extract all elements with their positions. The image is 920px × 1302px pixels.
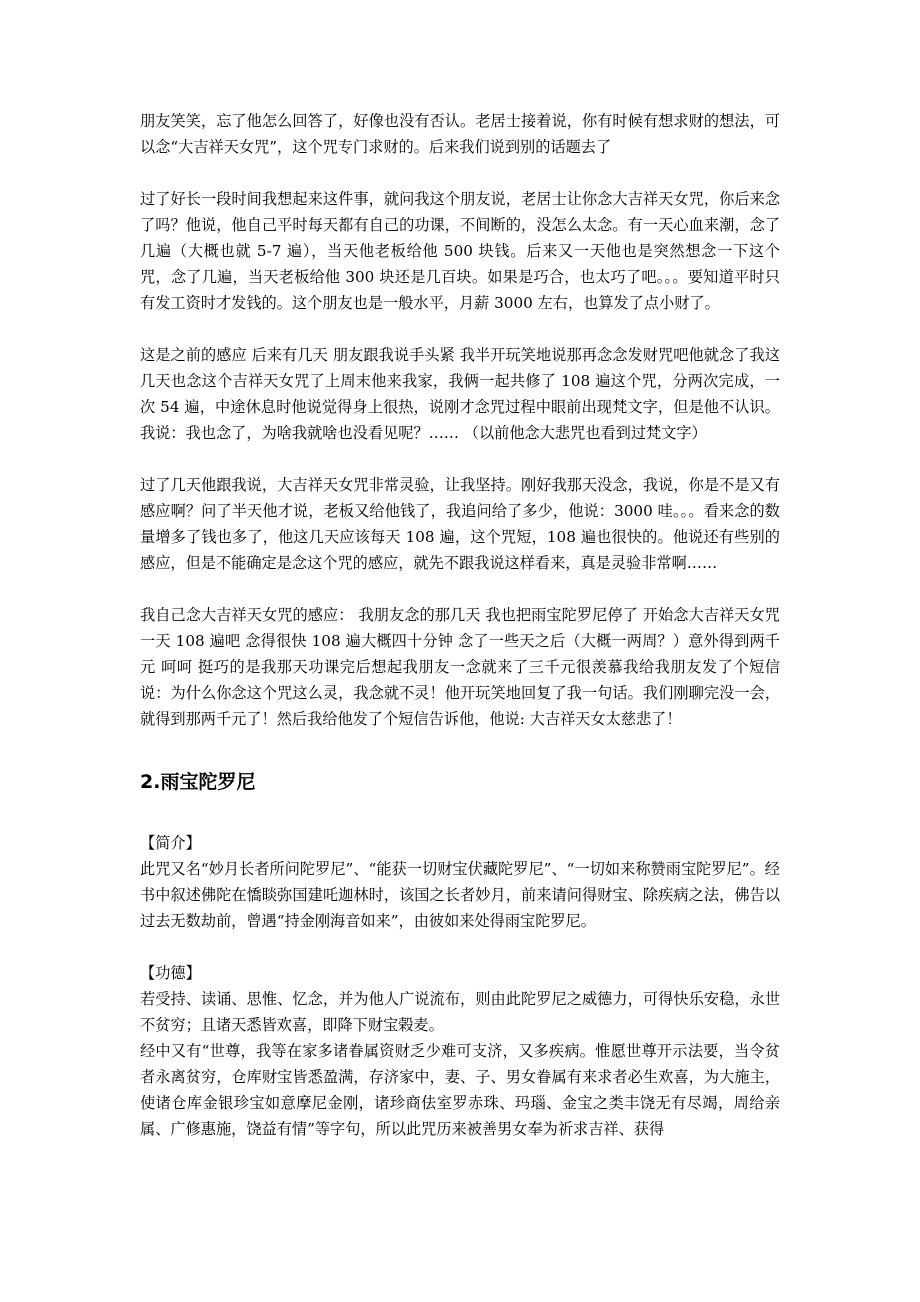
merit-text-2: 经中又有“世尊，我等在家多诸眷属资财乏少难可支济，又多疾病。惟愿世尊开示法要，当令贫者永离贫穷，仓库财宝皆悉盈满，存济家中，妻、子、男女眷属有来求者必生欢喜，为大施主，使诸仓库金银珍宝如意摩尼金刚，诸珍商佉室罗赤珠、玛瑙、金宝之类丰饶无有尽竭，周给亲属、广修惠施，饶益有情”等字句，所以此咒历来被善男女奉为祈求吉祥、获得 (140, 1042, 780, 1138)
intro-label: 【简介】 (140, 834, 201, 852)
section-gap (140, 934, 780, 960)
merit-text-1: 若受持、读诵、思惟、忆念，并为他人广说流布，则由此陀罗尼之威德力，可得快乐安稳，永世不贫穷；且诸天悉皆欢喜，即降下财宝榖麦。 (140, 990, 780, 1034)
intro-section (140, 830, 780, 934)
merit-section (140, 960, 780, 1142)
paragraph-3: 这是之前的感应 后来有几天 朋友跟我说手头紧 我半开玩笑地说那再念念发财咒吧他就念了我这几天也念这个吉祥天女咒了上周末他来我家，我俩一起共修了 108 遍这个咒，分两次完成，一次 54 遍，中途休息时他说觉得身上很热，说刚才念咒过程中眼前出现梵文字，但是他不认识。我说：我也念了，为啥我就啥也没看见呢？…… （以前他念大悲咒也看到过梵文字） (140, 346, 780, 442)
paragraph-2: 过了好长一段时间我想起来这件事，就问我这个朋友说，老居士让你念大吉祥天女咒，你后来念了吗？他说，他自己平时每天都有自己的功课，不间断的，没怎么太念。有一天心血来潮，念了几遍（大概也就 5-7 遍），当天他老板给他 500 块钱。后来又一天他也是突然想念一下这个咒，念了几遍，当天老板给他 300 块还是几百块。如果是巧合，也太巧了吧。。。要知道平时只有发工资时才发钱的。这个朋友也是一般水平，月薪 3000 左右，也算发了点小财了。 (140, 190, 780, 312)
intro-text: 此咒又名“妙月长者所问陀罗尼”、“能获一切财宝伏藏陀罗尼”、“一切如来称赞雨宝陀罗尼”。经书中叙述佛陀在憍睒弥国建吒迦林时，该国之长者妙月，前来请问得财宝、除疾病之法，佛告以过去无数劫前，曾遇“持金刚海音如来”，由彼如来处得雨宝陀罗尼。 (140, 860, 780, 930)
merit-label: 【功德】 (140, 964, 201, 982)
section-heading: 2.雨宝陀罗尼 (140, 771, 256, 793)
paragraph-5: 我自己念大吉祥天女咒的感应： 我朋友念的那几天 我也把雨宝陀罗尼停了 开始念大吉祥天女咒 一天 108 遍吧 念得很快 108 遍大概四十分钟 念了一些天之后（大概一两周？）意外得到两千元 呵呵 挺巧的是我那天功课完后想起我朋友一念就来了三千元很羡慕我给我朋友发了个短信说：为什么你念这个咒这么灵，我念就不灵！他开玩笑地回复了我一句话。我们刚聊完没一会，就得到那两千元了！然后我给他发了个短信告诉他，他说: 大吉祥天女太慈悲了！ (140, 606, 780, 728)
paragraph-1: 朋友笑笑，忘了他怎么回答了，好像也没有否认。老居士接着说，你有时候有想求财的想法，可以念“大吉祥天女咒”，这个咒专门求财的。后来我们说到别的话题去了 (140, 112, 780, 156)
paragraph-4: 过了几天他跟我说，大吉祥天女咒非常灵验，让我坚持。刚好我那天没念，我说，你是不是又有感应啊？问了半天他才说，老板又给他钱了，我追问给了多少，他说：3000 哇。。。看来念的数量增多了钱也多了，他这几天应该每天 108 遍，这个咒短，108 遍也很快的。他说还有些别的感应，但是不能确定是念这个咒的感应，就先不跟我说这样看来，真是灵验非常啊…… (140, 476, 780, 572)
document-page (140, 108, 780, 1142)
